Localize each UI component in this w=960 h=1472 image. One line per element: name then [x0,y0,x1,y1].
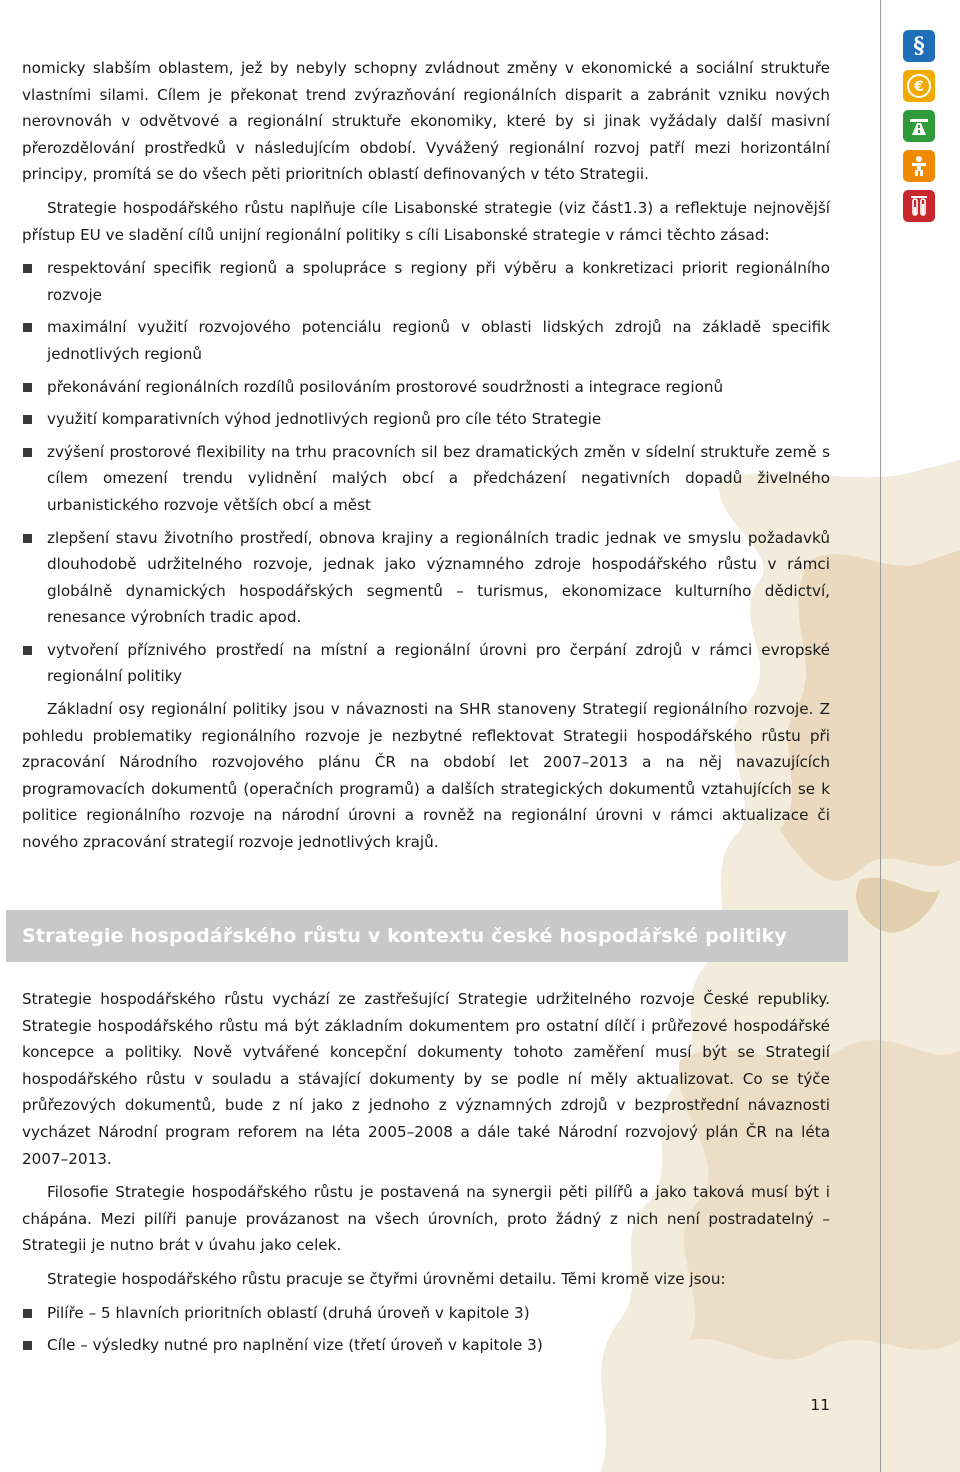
main-text-section-1 [22,55,830,856]
list-item: maximální využití rozvojového potenciálu regionů v oblasti lidských zdrojů na základě specifik jednotlivých regionů [22,314,830,367]
list-item: Cíle – výsledky nutné pro naplnění vize (třetí úroveň v kapitole 3) [22,1332,830,1359]
bullet-square-icon [23,415,32,424]
svg-text:€: € [914,79,924,95]
list-item: zvýšení prostorové flexibility na trhu pracovních sil bez dramatických změn v sídelní struktuře země s cílem omezení trendu vylidnění malých obcí a předcházení negativních dopadů živelného urbanistického rozvoje větších obcí a měst [22,439,830,519]
list-item: zlepšení stavu životního prostředí, obnova krajiny a regionálních tradic jednak ve smyslu požadavků dlouhodobě udržitelného rozvoje, jednak jako významného zdroje hospodářského růstu v rámci globálně dynamických hospodářských segmentů – turismus, ekonomizace kulturního dědictví, renesance výrobních tradic apod. [22,525,830,631]
list-item: Pilíře – 5 hlavních prioritních oblastí (druhá úroveň v kapitole 3) [22,1300,830,1327]
section-heading-band [6,910,848,962]
paragraph: Strategie hospodářského růstu pracuje se čtyřmi úrovněmi detailu. Těmi kromě vize jsou: [47,1269,726,1288]
paragraph: nomicky slabším oblastem, jež by nebyly schopny zvládnout změny v ekonomické a sociální struktuře vlastními silami. Cílem je překonat trend zvýrazňování regionálních disparit a zabránit vzniku nových nerovnováh v odvětvové a regionální struktuře ekonomiky, které by si jinak vyžádaly další masivní přerozdělování prostředků v následujícím období. Vyvážený regionální rozvoj patří mezi horizontální principy, promítá se do všech pěti prioritních oblastí definovaných v této Strategii. [22,59,830,184]
main-text-section-2 [22,986,830,1365]
euro-icon [903,70,935,102]
page-number: 11 [810,1396,830,1414]
bullet-square-icon [23,1341,32,1350]
paragraph: Strategie hospodářského růstu naplňuje cíle Lisabonské strategie (viz část1.3) a reflektuje nejnovější přístup EU ve sladění cílů unijní regionální politiky s cíli Lisabonské strategie v rámci těchto zásad: [22,198,830,244]
list-item: překonávání regionálních rozdílů posilováním prostorové soudržnosti a integrace regionů [22,374,830,401]
section-heading: Strategie hospodářského růstu v kontextu české hospodářské politiky [22,925,788,947]
bullet-square-icon [23,646,32,655]
bullet-square-icon [23,383,32,392]
list-item: respektování specifik regionů a spolupráce s regiony při výběru a konkretizaci priorit regionálního rozvoje [22,255,830,308]
bullet-list [22,1300,830,1359]
highway-icon [903,110,935,142]
bullet-square-icon [23,1309,32,1318]
bullet-square-icon [23,534,32,543]
paragraph-icon: § [903,30,935,62]
person-icon [903,150,935,182]
sidebar-divider [880,0,881,1472]
bullet-square-icon [23,323,32,332]
paragraph: Filosofie Strategie hospodářského růstu je postavená na synergii pěti pilířů a jako taková musí být i chápána. Mezi pilíři panuje provázanost na všech úrovních, proto žádný z nich není postradatelný – Strategii je nutno brát v úvahu jako celek. [22,1183,830,1255]
paragraph: Základní osy regionální politiky jsou v návaznosti na SHR stanoveny Strategií regionálního rozvoje. Z pohledu problematiky regionálního rozvoje je nezbytné reflektovat Strategii hospodářského růstu při zpracování Národního rozvojového plánu ČR na období let 2007–2013 a na něj navazujících programovacích dokumentů (operačních programů) a dalších strategických dokumentů vztahujících se k politice regionálního rozvoje na národní úrovni a rovněž na regionální úrovni v rámci aktualizace či nového zpracování strategií rozvoje jednotlivých krajů. [22,700,830,852]
bullet-square-icon [23,448,32,457]
bullet-list [22,255,830,690]
list-item: využití komparativních výhod jednotlivých regionů pro cíle této Strategie [22,406,830,433]
paragraph: Strategie hospodářského růstu vychází ze zastřešující Strategie udržitelného rozvoje České republiky. Strategie hospodářského růstu má být základním dokumentem pro ostatní dílčí i průřezové hospodářské koncepce a politiky. Nově vytvářené koncepční dokumenty tohoto zaměření musí být se Strategií hospodářského růstu v souladu a stávající dokumenty by se podle ní měly aktualizovat. Co se týče průřezových dokumentů, bude z ní jako z jednoho z významných zdrojů v bezprostřední návaznosti vycházet Národní program reforem na léta 2005–2008 a dále také Národní rozvojový plán ČR na léta 2007–2013. [22,990,830,1168]
bullet-square-icon [23,264,32,273]
test-tubes-icon [903,190,935,222]
list-item: vytvoření příznivého prostředí na místní a regionální úrovni pro čerpání zdrojů v rámci evropské regionální politiky [22,637,830,690]
